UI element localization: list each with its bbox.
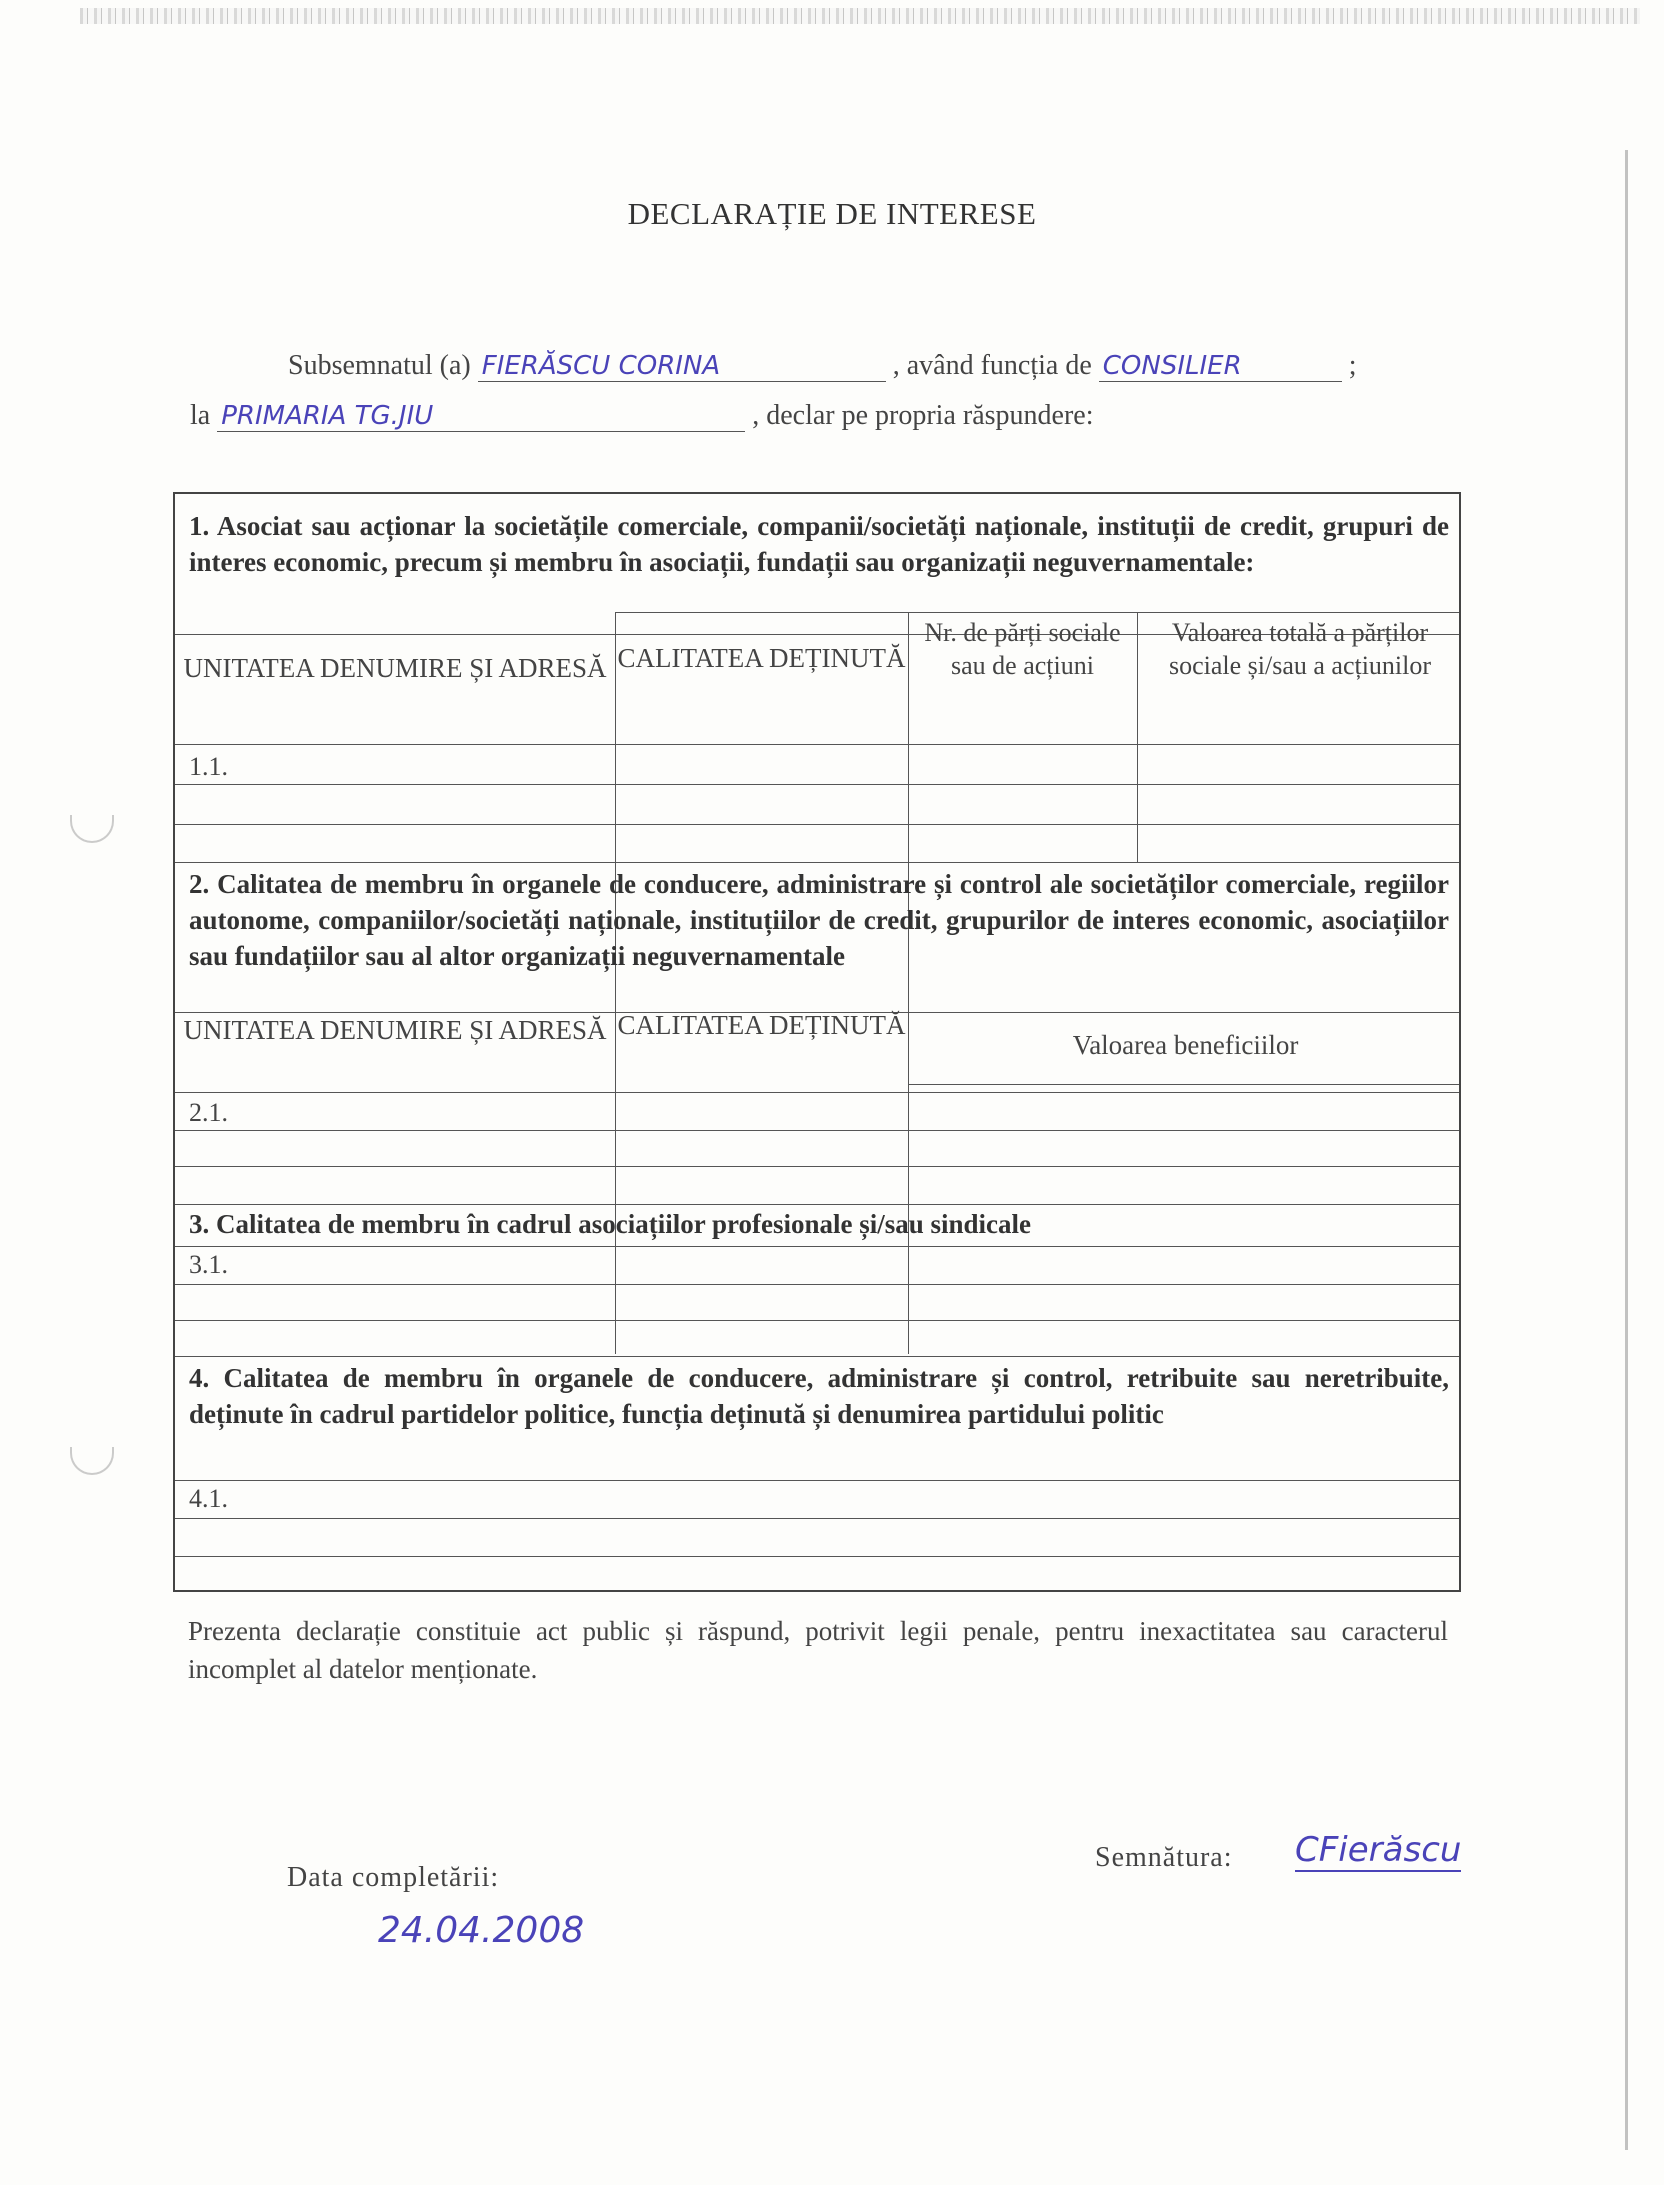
divider — [175, 1166, 1459, 1167]
footer-statement: Prezenta declarație constituie act public și răspund, potrivit legii penale, pentru inexactitatea sau caracterul incomplet al datelor menționate. — [188, 1616, 1448, 1684]
s1-col-calitatea: CALITATEA DEȚINUTĂ — [617, 643, 906, 673]
section3-heading: 3. Calitatea de membru în cadrul asociațiilor profesionale și/sau sindicale — [189, 1209, 1031, 1239]
s2-row-label: 2.1. — [189, 1098, 228, 1127]
s2-col-calitatea: CALITATEA DEȚINUTĂ — [617, 1010, 906, 1040]
divider — [175, 1556, 1459, 1557]
s1-col-unitatea: UNITATEA DENUMIRE ȘI ADRESĂ — [183, 653, 607, 683]
scan-artifact-top — [80, 8, 1640, 24]
scan-artifact-right — [1625, 150, 1628, 2150]
divider — [175, 1246, 1459, 1247]
s1-col-valoarea: Valoarea totală a părților sociale și/sau a acțiunilor — [1168, 618, 1432, 680]
binder-hole-mark — [70, 1447, 114, 1475]
s4-row-label: 4.1. — [189, 1484, 228, 1513]
divider — [175, 1130, 1459, 1131]
document-title: DECLARAȚIE DE INTERESE — [627, 196, 1037, 231]
s2-col-unitatea: UNITATEA DENUMIRE ȘI ADRESĂ — [183, 1015, 607, 1045]
section4-heading: 4. Calitatea de membru în organele de conducere, administrare și control, retribuite sau neretribuite, deținute în cadrul partidelor politice, funcția deținută și denumirea partidului politic — [189, 1363, 1449, 1429]
divider — [175, 1284, 1459, 1285]
divider — [175, 784, 1459, 785]
divider — [175, 824, 1459, 825]
institutia-field[interactable]: PRIMARIA TG.JIU — [217, 401, 745, 432]
divider — [175, 744, 1459, 745]
divider — [175, 1092, 1459, 1093]
intro-line-1: Subsemnatul (a) FIERĂSCU CORINA , având funcția de CONSILIER ; — [288, 350, 1357, 381]
divider — [175, 1356, 1459, 1357]
date-label: Data completării: — [287, 1862, 500, 1893]
divider — [175, 1320, 1459, 1321]
intro-line-2 — [190, 400, 1094, 432]
section1-heading: 1. Asociat sau acționar la societățile comerciale, companii/societăți naționale, instituții de credit, grupuri de interes economic, precum și membru în asociații, fundații sau organizații neguvernamentale: — [189, 511, 1449, 577]
functia-label: , având funcția de — [892, 350, 1092, 381]
date-value[interactable]: 24.04.2008 — [378, 1910, 585, 1951]
declar-label: , declar pe propria răspundere: — [752, 400, 1094, 431]
la-label: la — [190, 400, 211, 431]
s1-row-label: 1.1. — [189, 752, 228, 781]
section2-heading: 2. Calitatea de membru în organele de conducere, administrare și control ale societăților comerciale, regiilor autonome, companiilor/societăți naționale, instituțiilor de credit, grupurilor de interes economic, asociațiilor sau fundațiilor sau al altor organizații neguvernamentale — [189, 869, 1449, 971]
subsemnatul-label: Subsemnatul (a) — [288, 350, 471, 381]
binder-hole-mark — [70, 815, 114, 843]
column-divider — [908, 612, 909, 1354]
divider — [175, 1204, 1459, 1205]
s3-row-label: 3.1. — [189, 1250, 228, 1279]
divider — [175, 1518, 1459, 1519]
s1-col-nr-parti: Nr. de părți sociale sau de acțiuni — [924, 618, 1121, 680]
divider — [175, 1480, 1459, 1481]
name-field[interactable]: FIERĂSCU CORINA — [478, 351, 886, 382]
signature-label: Semnătura: — [1095, 1842, 1233, 1873]
divider — [615, 612, 1459, 613]
signature-value: CFierăscu — [1295, 1830, 1462, 1870]
functia-field[interactable]: CONSILIER — [1099, 351, 1342, 382]
s2-col-valoarea: Valoarea beneficiilor — [1072, 1030, 1299, 1060]
divider — [175, 862, 1459, 863]
divider — [908, 1084, 1459, 1085]
declaration-table — [173, 492, 1461, 1592]
column-divider — [615, 612, 616, 1354]
